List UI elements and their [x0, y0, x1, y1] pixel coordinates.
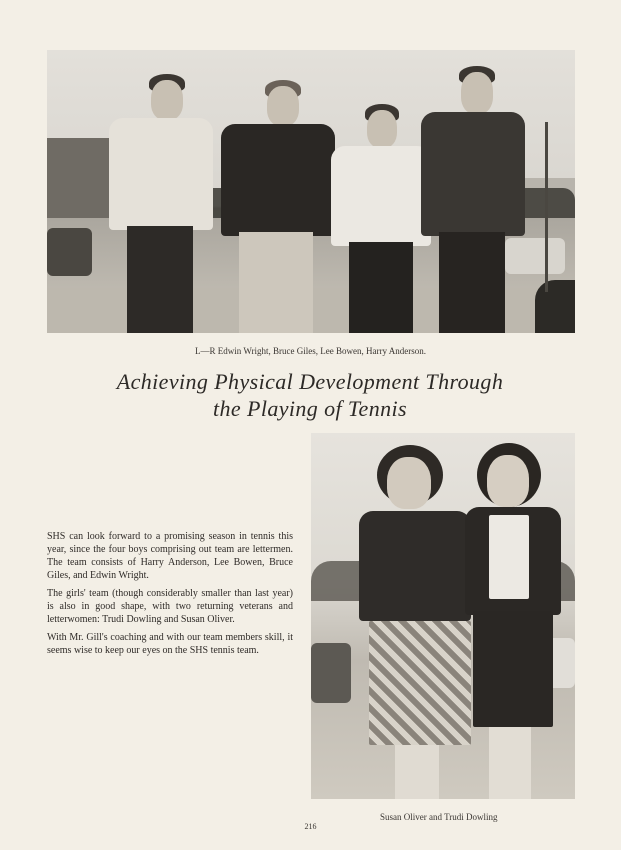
photo-pole: [545, 122, 548, 292]
person-trudi-dowling: [463, 443, 563, 799]
person-bruce-giles: [219, 80, 337, 333]
boys-team-photo: [47, 50, 575, 333]
photo-car-left: [311, 643, 351, 703]
person-susan-oliver: [355, 445, 475, 799]
paragraph: With Mr. Gill's coaching and with our team members skill, it seems wise to keep our eyes on the SHS tennis team.: [47, 632, 293, 656]
photo-bush: [535, 280, 575, 333]
title-line-1: Achieving Physical Development Through: [116, 369, 504, 394]
top-photo-caption: L—R Edwin Wright, Bruce Giles, Lee Bowen, Harry Anderson.: [195, 346, 426, 356]
person-harry-anderson: [421, 66, 525, 333]
paragraph: SHS can look forward to a promising season in tennis this year, since the four boys comprising out team are lettermen. The team consists of Harry Anderson, Lee Bowen, Bruce Giles, and Edwin Wright.: [47, 531, 293, 581]
article-title: [90, 368, 530, 422]
article-body: [47, 530, 293, 662]
girls-team-photo: [311, 433, 575, 799]
paragraph: The girls' team (though considerably smaller than last year) is also in good shape, with two returning veterans and letterwomen: Trudi Dowling and Susan Oliver.: [47, 588, 293, 625]
person-lee-bowen: [331, 104, 431, 333]
title-line-2: the Playing of Tennis: [213, 396, 407, 421]
bottom-photo-caption: Susan Oliver and Trudi Dowling: [380, 812, 498, 822]
person-edwin-wright: [105, 74, 217, 333]
photo-car-left: [47, 228, 92, 276]
page-number: 216: [304, 822, 317, 831]
